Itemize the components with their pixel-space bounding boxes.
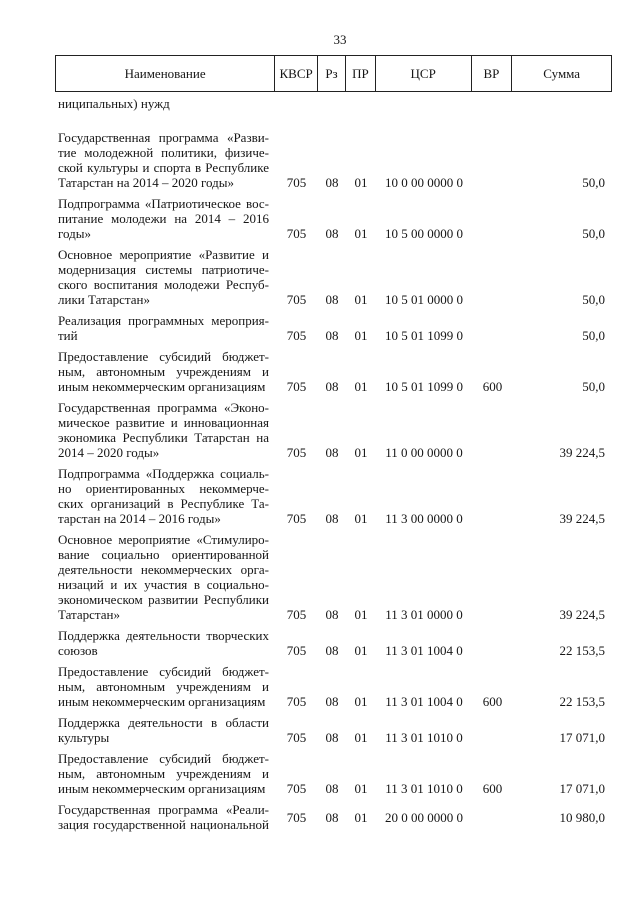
row-name-line: годы» xyxy=(58,226,91,241)
cell-kvsr: 705 xyxy=(286,607,307,622)
row-name-line: ской культуры и спорта в Республике xyxy=(58,160,269,175)
cell-sum: 17 071,0 xyxy=(559,781,605,796)
cell-csr: 11 3 01 1004 0 xyxy=(385,694,463,709)
table-row xyxy=(55,313,612,343)
cell-rz: 08 xyxy=(325,643,339,658)
cell-kvsr: 705 xyxy=(286,511,307,526)
cell-sum: 50,0 xyxy=(582,328,605,343)
row-name-line: вание социально ориентированной xyxy=(58,547,269,562)
cell-pr: 01 xyxy=(354,809,368,825)
cell-sum: 50,0 xyxy=(582,175,605,190)
cell-csr: 20 0 00 0000 0 xyxy=(385,809,463,825)
cell-sum: 22 153,5 xyxy=(559,643,605,658)
page-number: 33 xyxy=(333,32,347,47)
row-name-line: Реализация программных мероприя- xyxy=(58,313,269,328)
row-name xyxy=(55,400,275,460)
cell-sum: 39 224,5 xyxy=(559,607,605,622)
row-name-line: ным, автономным учреждениям и xyxy=(58,679,269,694)
row-name xyxy=(55,664,275,709)
cell-csr: 11 0 00 0000 0 xyxy=(385,445,463,460)
cell-csr: 10 5 01 1099 0 xyxy=(385,379,463,394)
cell-kvsr: 705 xyxy=(286,445,307,460)
cell-rz: 08 xyxy=(325,328,339,343)
row-name-line: тарстан на 2014 – 2016 годы» xyxy=(58,511,221,526)
row-name xyxy=(55,628,275,658)
cell-kvsr: 705 xyxy=(286,292,307,307)
table-row xyxy=(55,400,612,460)
table-row xyxy=(55,532,612,622)
cell-sum: 39 224,5 xyxy=(559,511,605,526)
cell-pr: 01 xyxy=(354,694,368,709)
row-name-line: лики Татарстан» xyxy=(58,292,150,307)
table-row xyxy=(55,802,612,832)
table-row xyxy=(55,751,612,796)
cell-csr: 11 3 01 1004 0 xyxy=(385,643,463,658)
row-name xyxy=(55,802,275,832)
cell-kvsr: 705 xyxy=(286,809,307,825)
cell-sum: 10 980,0 xyxy=(559,809,605,825)
cell-rz: 08 xyxy=(325,292,339,307)
header-cell-vr: ВР xyxy=(472,56,513,91)
row-name xyxy=(55,715,275,745)
cell-sum: 50,0 xyxy=(582,292,605,307)
cell-rz: 08 xyxy=(325,607,339,622)
row-name-line: Поддержка деятельности творческих xyxy=(58,628,269,643)
cell-pr: 01 xyxy=(354,226,368,241)
header-cell-name: Наименование xyxy=(56,56,275,91)
cell-vr: 600 xyxy=(482,781,503,796)
table-body xyxy=(55,96,612,832)
cell-vr: 600 xyxy=(482,694,503,709)
row-name-line: Татарстан на 2014 – 2020 годы» xyxy=(58,175,234,190)
row-name-line: Предоставление субсидий бюджет- xyxy=(58,751,269,766)
cell-csr: 11 3 01 0000 0 xyxy=(385,607,463,622)
row-name-line: ным, автономным учреждениям и xyxy=(58,766,269,781)
row-name-line: культуры xyxy=(58,730,110,745)
row-name-line: Подпрограмма «Патриотическое вос- xyxy=(58,196,269,211)
cell-rz: 08 xyxy=(325,226,339,241)
cell-csr: 11 3 01 1010 0 xyxy=(385,730,463,745)
row-name-line: низаций и их участия в социально- xyxy=(58,577,269,592)
cell-pr: 01 xyxy=(354,781,368,796)
cell-rz: 08 xyxy=(325,809,339,825)
row-name-line: иным некоммерческим организациям xyxy=(58,379,266,394)
row-name xyxy=(55,313,275,343)
row-name-line: союзов xyxy=(58,643,98,658)
row-name-line: Государственная программа «Разви- xyxy=(58,130,269,145)
header-cell-pr: ПР xyxy=(346,56,376,91)
row-name-line: ских организаций в Республике Та- xyxy=(58,496,269,511)
row-name-line: иным некоммерческим организациям xyxy=(58,781,266,796)
row-name xyxy=(55,532,275,622)
cell-sum: 17 071,0 xyxy=(559,730,605,745)
cell-csr: 10 5 00 0000 0 xyxy=(385,226,463,241)
cell-kvsr: 705 xyxy=(286,328,307,343)
row-name-line: деятельности некоммерческих орга- xyxy=(58,562,269,577)
row-name-line: иным некоммерческим организациям xyxy=(58,694,266,709)
cell-vr: 600 xyxy=(482,379,503,394)
row-name-line: ского воспитания молодежи Респуб- xyxy=(58,277,269,292)
row-name-line: тие молодежной политики, физиче- xyxy=(58,145,269,160)
cell-rz: 08 xyxy=(325,730,339,745)
table-row xyxy=(55,247,612,307)
cell-pr: 01 xyxy=(354,175,368,190)
cell-rz: 08 xyxy=(325,175,339,190)
table-row xyxy=(55,664,612,709)
cell-kvsr: 705 xyxy=(286,226,307,241)
cell-kvsr: 705 xyxy=(286,730,307,745)
cell-pr: 01 xyxy=(354,643,368,658)
row-name-line: экономика Республики Татарстан на xyxy=(58,430,269,445)
cell-csr: 10 0 00 0000 0 xyxy=(385,175,463,190)
cell-rz: 08 xyxy=(325,379,339,394)
cell-rz: 08 xyxy=(325,781,339,796)
table-row xyxy=(55,349,612,394)
header-cell-rz: Рз xyxy=(318,56,346,91)
cell-rz: 08 xyxy=(325,445,339,460)
row-name-line: ниципальных) нужд xyxy=(58,96,170,111)
cell-kvsr: 705 xyxy=(286,643,307,658)
cell-csr: 11 3 01 1010 0 xyxy=(385,781,463,796)
row-name xyxy=(55,466,275,526)
row-name-line: зация государственной национальной xyxy=(58,817,269,832)
table-row xyxy=(55,196,612,241)
cell-kvsr: 705 xyxy=(286,175,307,190)
cell-sum: 39 224,5 xyxy=(559,445,605,460)
table-header xyxy=(55,55,612,92)
cell-pr: 01 xyxy=(354,379,368,394)
row-name-line: Государственная программа «Реали- xyxy=(58,802,269,817)
cell-pr: 01 xyxy=(354,607,368,622)
row-name-line: Предоставление субсидий бюджет- xyxy=(58,664,269,679)
row-name-line: но ориентированных некоммерче- xyxy=(58,481,269,496)
row-name-line: тий xyxy=(58,328,78,343)
table-row xyxy=(55,715,612,745)
row-name xyxy=(55,196,275,241)
cell-kvsr: 705 xyxy=(286,379,307,394)
cell-sum: 50,0 xyxy=(582,379,605,394)
cell-sum: 50,0 xyxy=(582,226,605,241)
table-row xyxy=(55,96,612,111)
cell-rz: 08 xyxy=(325,694,339,709)
cell-csr: 10 5 01 0000 0 xyxy=(385,292,463,307)
row-name-line: Государственная программа «Эконо- xyxy=(58,400,269,415)
header-cell-kvsr: КВСР xyxy=(275,56,318,91)
cell-pr: 01 xyxy=(354,730,368,745)
table-row xyxy=(55,628,612,658)
row-name-line: модернизация системы патриотиче- xyxy=(58,262,269,277)
cell-rz: 08 xyxy=(325,511,339,526)
row-name-line: питание молодежи на 2014 – 2016 xyxy=(58,211,269,226)
row-name-line: экономическом развитии Республики xyxy=(58,592,269,607)
row-name-line: Поддержка деятельности в области xyxy=(58,715,269,730)
cell-kvsr: 705 xyxy=(286,781,307,796)
cell-csr: 10 5 01 1099 0 xyxy=(385,328,463,343)
cell-pr: 01 xyxy=(354,292,368,307)
cell-pr: 01 xyxy=(354,328,368,343)
header-cell-csr: ЦСР xyxy=(376,56,472,91)
cell-kvsr: 705 xyxy=(286,694,307,709)
row-name xyxy=(55,96,275,111)
row-name xyxy=(55,751,275,796)
row-name-line: ным, автономным учреждениям и xyxy=(58,364,269,379)
table-row xyxy=(55,130,612,190)
row-name-line: Татарстан» xyxy=(58,607,120,622)
row-name xyxy=(55,247,275,307)
cell-sum: 22 153,5 xyxy=(559,694,605,709)
row-name xyxy=(55,130,275,190)
cell-pr: 01 xyxy=(354,511,368,526)
row-name-line: Основное мероприятие «Развитие и xyxy=(58,247,269,262)
header-cell-sum: Сумма xyxy=(543,66,581,81)
cell-csr: 11 3 00 0000 0 xyxy=(385,511,463,526)
row-name-line: Предоставление субсидий бюджет- xyxy=(58,349,269,364)
row-name-line: 2014 – 2020 годы» xyxy=(58,445,160,460)
row-name-line: Подпрограмма «Поддержка социаль- xyxy=(58,466,269,481)
row-name-line: мическое развитие и инновационная xyxy=(58,415,269,430)
row-name xyxy=(55,349,275,394)
table-row xyxy=(55,466,612,526)
row-name-line: Основное мероприятие «Стимулиро- xyxy=(58,532,269,547)
cell-pr: 01 xyxy=(354,445,368,460)
